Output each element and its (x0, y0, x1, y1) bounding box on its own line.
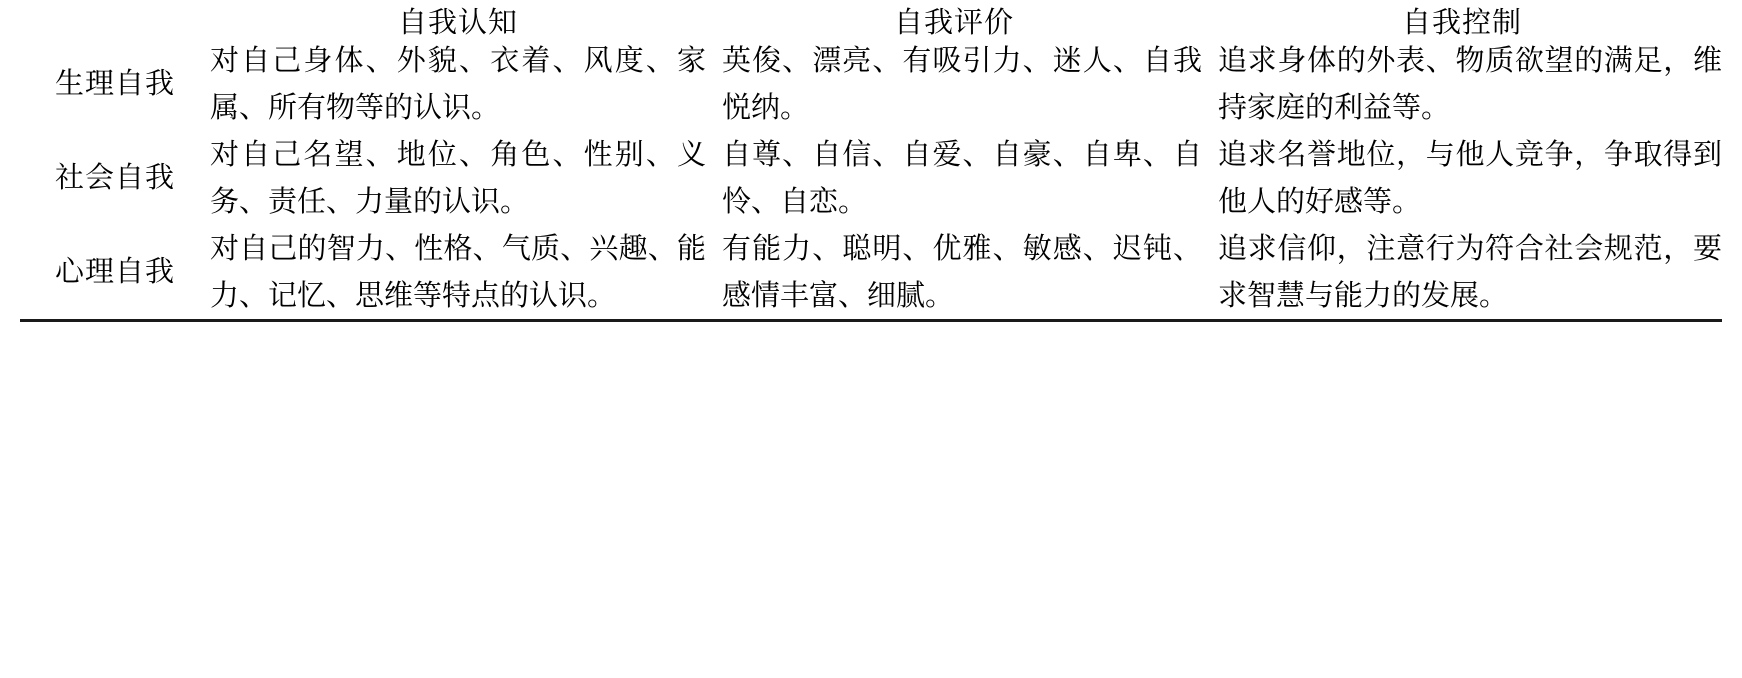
self-concept-table (20, 5, 1722, 322)
cell-physical-evaluation: 英俊、漂亮、有吸引力、迷人、自我悦纳。 (722, 43, 1202, 124)
cell-social-control: 追求名誉地位，与他人竞争，争取得到他人的好感等。 (1218, 136, 1722, 218)
cell-psychological-cognition: 对自己的智力、性格、气质、兴趣、能力、记忆、思维等特点的认识。 (210, 225, 706, 320)
column-header-blank (20, 8, 210, 37)
table-row (20, 225, 1722, 320)
cell-social-evaluation: 自尊、自信、自爱、自豪、自卑、自怜、自恋。 (722, 136, 1202, 218)
cell-psychological-control: 追求信仰，注意行为符合社会规范，要求智慧与能力的发展。 (1202, 225, 1722, 320)
cell-physical-control: 追求身体的外表、物质欲望的满足，维持家庭的利益等。 (1218, 43, 1722, 124)
column-header-self-cognition: 自我认知 (397, 5, 518, 39)
row-label-physical-self: 生理自我 (54, 66, 175, 101)
table-header-row (20, 8, 1722, 37)
row-label-social-self: 社会自我 (54, 160, 175, 195)
cell-physical-cognition: 对自己身体、外貌、衣着、风度、家属、所有物等的认识。 (210, 43, 706, 124)
cell-social-cognition: 对自己名望、地位、角色、性别、义务、责任、力量的认识。 (210, 136, 706, 218)
table-row (20, 37, 1722, 131)
row-label-psychological-self: 心理自我 (20, 225, 210, 320)
column-header-self-control: 自我控制 (1401, 5, 1522, 39)
table-row (20, 131, 1722, 225)
cell-psychological-evaluation: 有能力、聪明、优雅、敏感、迟钝、感情丰富、细腻。 (706, 225, 1202, 320)
column-header-self-evaluation: 自我评价 (893, 5, 1014, 39)
